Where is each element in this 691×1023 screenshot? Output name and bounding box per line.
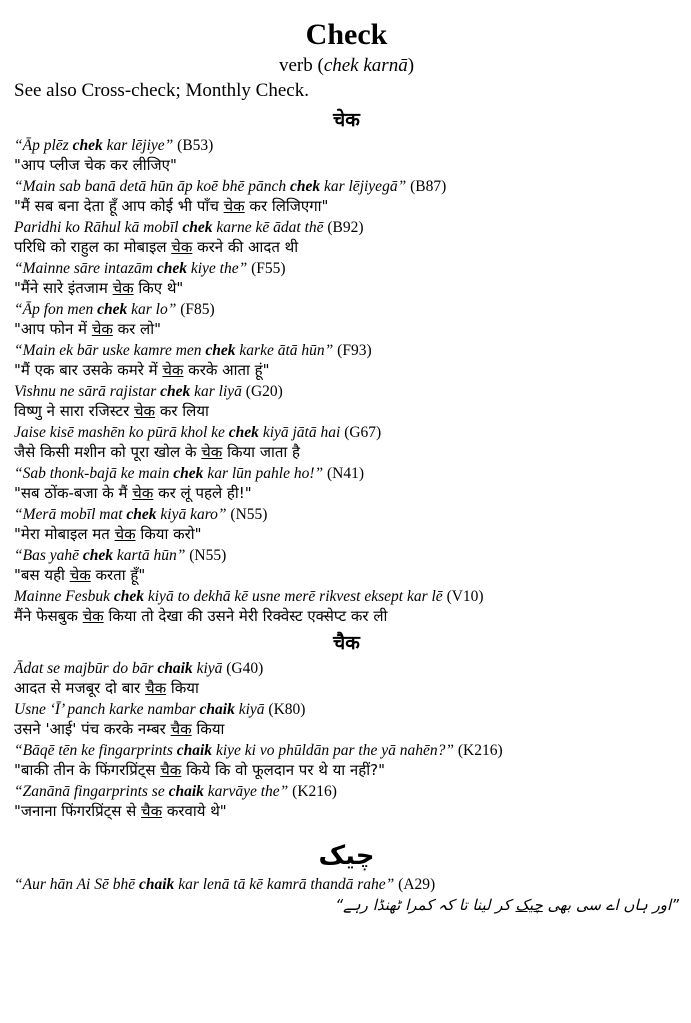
hindi-text: "मेरा मोबाइल मत [14,525,115,543]
section-heading: چیک [318,841,375,871]
example-entry [14,136,679,175]
translit-text: kar lūn pahle ho!” [203,465,324,482]
hindi-text: परिधि को राहुल का मोबाइल [14,238,172,256]
source-reference: (N55) [226,506,268,523]
hindi-headword: चेक [82,607,104,625]
translit-text: Ādat se majbūr do bār [14,660,158,677]
hindi-line [14,319,679,339]
transliteration-line [14,300,679,319]
translit-text: kiye the” [186,260,248,277]
headword-highlight: chaik [168,783,204,800]
transliteration-line [14,341,679,360]
translit-text: kartā hūn” [113,547,186,564]
translit-text: kiye ki vo phūldān par the yā nahēn?” [212,742,454,759]
example-entry [14,505,679,544]
hindi-headword: चेक [69,566,91,584]
translit-text: kar lējiye” [102,137,174,154]
source-reference: (N41) [323,465,365,482]
headword-highlight: chek [82,547,114,564]
headword-highlight: chek [72,137,103,154]
example-entry [14,875,679,916]
transliteration-line [14,505,679,524]
transliteration-line [14,659,679,678]
headword-highlight: chek [160,383,191,400]
example-entry [14,382,679,421]
hindi-text: "बाकी तीन के फिंगरप्रिंट्स [14,761,161,779]
hindi-headword: चेक [223,197,245,215]
hindi-text: किया [166,679,199,697]
transliteration-line [14,259,679,278]
hindi-text: उसने 'आई' पंच करके नम्बर [14,720,171,738]
source-reference: (F55) [247,260,286,277]
hindi-text: "मैं सब बना देता हूँ आप कोई भी पाँच [14,197,224,215]
source-reference: (A29) [394,876,436,893]
example-entry [14,741,679,780]
translit-text: “Main ek bār uske kamre men [14,342,206,359]
sections-container [14,108,679,916]
hindi-line [14,678,679,698]
hindi-text: कर लिजिएगा" [244,197,329,215]
dictionary-page [14,18,679,916]
hindi-text: "सब ठोंक-बजा के मैं [14,484,133,502]
source-reference: (K216) [288,783,337,800]
hindi-line [14,360,679,380]
pos-suffix: ) [407,55,415,76]
example-entry [14,782,679,821]
section-heading: चेक [333,109,360,131]
source-reference: (B92) [323,219,364,236]
translit-text: “Zanānā fingarprints se [14,783,169,800]
hindi-text: आदत से मजबूर दो बार [14,679,146,697]
pos-prefix: verb ( [278,55,324,76]
hindi-text: करके आता हूं" [183,361,270,379]
source-reference: (G40) [222,660,264,677]
hindi-headword: चेक [132,484,154,502]
example-entry [14,700,679,739]
example-entry [14,464,679,503]
transliteration-line [14,782,679,801]
translit-text: Mainne Fesbuk [14,588,114,605]
headword-highlight: chaik [176,742,213,759]
headword-highlight: chek [205,342,236,359]
hindi-text: "बस यही [14,566,70,584]
urdu-text: ”اور ہاں اے سی بھی [542,896,679,914]
hindi-line [14,155,679,175]
hindi-headword: चैक [145,679,167,697]
urdu-line [14,894,679,916]
hindi-text: किए थे" [133,279,184,297]
example-entry [14,259,679,298]
hindi-text: करवाये थे" [162,802,227,820]
hindi-text: करता हूँ" [90,566,146,584]
hindi-line [14,801,679,821]
transliteration-line [14,218,679,237]
hindi-line [14,760,679,780]
hindi-text: "मैं एक बार उसके कमरे में [14,361,163,379]
headword-highlight: chek [156,260,187,277]
translit-text: kiyā jātā hai [258,424,341,441]
hindi-headword: चेक [162,361,184,379]
transliteration-line [14,464,679,483]
part-of-speech [14,54,679,78]
translit-text: Jaise kisē mashēn ko pūrā khol ke [14,424,229,441]
hindi-line [14,237,679,257]
hindi-headword: चेक [112,279,134,297]
hindi-headword: चेक [171,238,193,256]
hindi-text: किया करो" [135,525,202,543]
translit-text: kiyā [234,701,265,718]
section-heading: चैक [333,632,360,654]
entry-title: Check [305,18,388,51]
source-reference: (G20) [241,383,283,400]
hindi-text: जैसे किसी मशीन को पूरा खोल के [14,443,202,461]
example-entry [14,546,679,585]
source-reference: (G67) [340,424,382,441]
transliteration-line [14,382,679,401]
translit-text: “Sab thonk-bajā ke main [14,465,174,482]
hindi-line [14,401,679,421]
hindi-line [14,565,679,585]
urdu-headword: چیک [515,896,543,914]
hindi-headword: चैक [170,720,192,738]
hindi-headword: चेक [201,443,223,461]
translit-text: Usne ‘Ī’ panch karke nambar [14,701,200,718]
example-entry [14,423,679,462]
hindi-text: कर लूं पहले ही!" [153,484,252,502]
hindi-text: "मैंने सारे इंतजाम [14,279,113,297]
headword-highlight: chaik [199,701,235,718]
hindi-text: किया [191,720,225,738]
translit-text: kiyā karo” [156,506,227,523]
hindi-text: कर लिया [155,402,209,420]
headword-highlight: chek [126,506,157,523]
hindi-line [14,483,679,503]
headword-highlight: chek [97,301,128,318]
transliteration-line [14,587,679,606]
source-reference: (F85) [176,301,215,318]
source-reference: (F93) [333,342,372,359]
hindi-text: "जनाना फिंगरप्रिंट्स से [14,802,142,820]
translit-text: “Bas yahē [14,547,83,564]
hindi-text: करने की आदत थी [192,238,299,256]
example-entry [14,218,679,257]
translit-text: “Main sab banā detā hūn āp koē bhē pānch [14,178,290,195]
example-entry [14,300,679,339]
translit-text: “Aur hān Ai Sē bhē [14,876,139,893]
translit-text: kiyā to dekhā kē usne merē rikvest eksept kar lē [144,588,443,605]
translit-text: kar lenā tā kē kamrā thandā rahe” [174,876,395,893]
hindi-line [14,524,679,544]
headword-highlight: chek [289,178,321,195]
hindi-line [14,442,679,462]
translit-text: karke ātā hūn” [235,342,334,359]
hindi-text: कर लो" [112,320,162,338]
source-reference: (V10) [442,588,484,605]
translit-text: Vishnu ne sārā rajistar [14,383,161,400]
headword-highlight: chek [228,424,259,441]
hindi-text: "आप प्लीज चेक कर लीजिए" [14,156,177,174]
transliteration-line [14,875,679,894]
hindi-text: "आप फोन में [14,320,92,338]
hindi-line [14,196,679,216]
example-entry [14,177,679,216]
headword-highlight: chek [173,465,204,482]
hindi-headword: चेक [134,402,156,420]
source-reference: (K80) [264,701,306,718]
translit-text: “Āp fon men [14,301,98,318]
hindi-text: किये कि वो फूलदान पर थे या नहीं?" [181,761,385,779]
hindi-headword: चेक [91,320,113,338]
translit-text: “Bāqē tēn ke fingarprints [14,742,177,759]
translit-text: “Merā mobīl mat [14,506,127,523]
hindi-headword: चेक [114,525,136,543]
hindi-line [14,278,679,298]
pos-hindi-gloss: chek karnā [323,55,408,76]
transliteration-line [14,177,679,196]
translit-text: kiyā [192,660,223,677]
transliteration-line [14,546,679,565]
see-also: See also Cross-check; Monthly Check. [14,80,309,101]
example-entry [14,659,679,698]
source-reference: (B53) [173,137,214,154]
translit-text: Paridhi ko Rāhul kā mobīl [14,219,183,236]
headword-highlight: chek [182,219,213,236]
translit-text: “Mainne sāre intazām [14,260,157,277]
urdu-text: کر لینا تا کہ کمرا ٹھنڈا رہے“ [335,896,516,914]
headword-highlight: chek [113,588,144,605]
source-reference: (K216) [453,742,503,759]
translit-text: karne kē ādat thē [212,219,324,236]
transliteration-line [14,136,679,155]
headword-highlight: chaik [157,660,193,677]
translit-text: kar lo” [127,301,177,318]
translit-text: karvāye the” [203,783,289,800]
transliteration-line [14,423,679,442]
source-reference: (B87) [406,178,447,195]
hindi-text: किया जाता है [222,443,301,461]
hindi-line [14,719,679,739]
transliteration-line [14,700,679,719]
example-entry [14,341,679,380]
hindi-text: मैंने फेसबुक [14,607,83,625]
transliteration-line [14,741,679,760]
hindi-text: विष्णु ने सारा रजिस्टर [14,402,135,420]
hindi-headword: चैक [160,761,182,779]
hindi-text: किया तो देखा की उसने मेरी रिक्वेस्ट एक्सेप्ट कर ली [103,607,388,625]
translit-text: “Āp plēz [14,137,73,154]
translit-text: kar lējiyegā” [320,178,407,195]
hindi-line [14,606,679,626]
translit-text: kar liyā [190,383,242,400]
headword-highlight: chaik [139,876,175,893]
source-reference: (N55) [185,547,227,564]
hindi-headword: चैक [141,802,163,820]
example-entry [14,587,679,626]
